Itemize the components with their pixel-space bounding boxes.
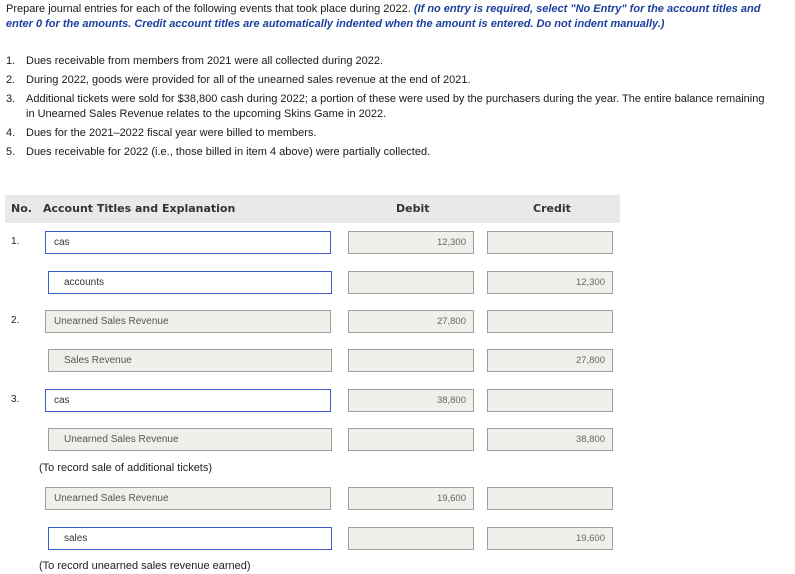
debit-input[interactable]: 27,800 [348,310,474,333]
events-list [6,54,776,164]
account-input[interactable]: cas [45,231,331,254]
account-input[interactable]: Unearned Sales Revenue [45,487,331,510]
credit-input[interactable] [487,389,613,412]
credit-input[interactable] [487,310,613,333]
header-account: Account Titles and Explanation [43,202,236,215]
debit-input[interactable]: 19,600 [348,487,474,510]
event-item: 2. During 2022, goods were provided for all of the unearned sales revenue at the end of 2021. [6,74,471,86]
event-item: 3. Additional tickets were sold for $38,800 cash during 2022; a portion of these were used by the purchasers during the year. The entire balance remaining in Unearned Sales Revenue relates to the upcoming Skins Game in 2022. [6,93,765,120]
credit-input[interactable] [487,231,613,254]
credit-input[interactable]: 27,800 [487,349,613,372]
account-input[interactable]: accounts [48,271,332,294]
entry-explanation: (To record unearned sales revenue earned) [39,560,251,572]
entry-number: 2. [11,315,20,326]
credit-input[interactable]: 19,600 [487,527,613,550]
instructions [6,2,790,32]
instructions-highlight: (If no entry is required, select "No Entry" for the account titles and enter 0 for the amounts. Credit account titles are automatically indented when the amount is entered. Do not indent manually.) [6,3,761,30]
instructions-text: Prepare journal entries for each of the following events that took place during 2022. [6,3,411,15]
account-input[interactable]: Unearned Sales Revenue [45,310,331,333]
debit-input[interactable]: 38,800 [348,389,474,412]
header-no: No. [11,202,32,215]
table-header [5,195,620,223]
event-item: 1. Dues receivable from members from 2021 were all collected during 2022. [6,55,384,67]
credit-input[interactable]: 38,800 [487,428,613,451]
account-input[interactable]: cas [45,389,331,412]
entry-number: 3. [11,394,20,405]
debit-input[interactable] [348,349,474,372]
account-input[interactable]: Unearned Sales Revenue [48,428,332,451]
event-item: 4. Dues for the 2021–2022 fiscal year were billed to members. [6,127,317,139]
debit-input[interactable] [348,428,474,451]
debit-input[interactable]: 12,300 [348,231,474,254]
debit-input[interactable] [348,271,474,294]
debit-input[interactable] [348,527,474,550]
credit-input[interactable]: 12,300 [487,271,613,294]
account-input[interactable]: Sales Revenue [48,349,332,372]
header-credit: Credit [533,202,571,215]
header-debit: Debit [396,202,430,215]
account-input[interactable]: sales [48,527,332,550]
entry-number: 1. [11,236,20,247]
entry-explanation: (To record sale of additional tickets) [39,462,213,474]
event-item: 5. Dues receivable for 2022 (i.e., those billed in item 4 above) were partially collected. [6,146,431,158]
credit-input[interactable] [487,487,613,510]
